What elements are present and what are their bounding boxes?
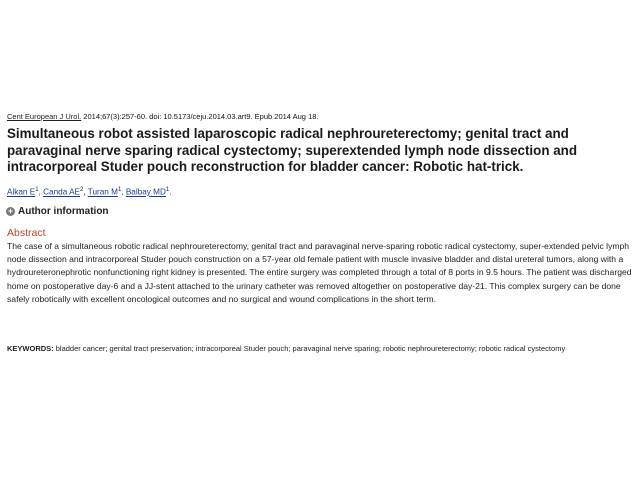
author-link[interactable]: Canda AE <box>43 187 80 197</box>
author-affiliation: 1 <box>35 187 39 193</box>
author-affiliation: 2 <box>80 187 84 193</box>
author-link[interactable]: Balbay MD <box>125 187 166 197</box>
author-link[interactable]: Alkan E <box>7 187 36 197</box>
author-information-label: Author information <box>18 206 109 217</box>
author-list: Alkan $E^1$, Canda $AE^2$, Turan $M^1$, Balbay $MD^1$. <box>7 187 172 197</box>
article-title: Simultaneous robot assisted laparoscopic radical nephroureterectomy; genital tract and paravaginal nerve sparing radical cystectomy; superextended lymph node dissection and intracorporeal Studer pouch reconstruction for bladder cancer: Robotic hat-trick. <box>7 126 578 174</box>
author-link[interactable]: Turan M <box>87 187 118 197</box>
keywords <box>7 344 632 355</box>
journal-link[interactable]: Cent European J Urol. <box>7 112 82 121</box>
author-affiliation: 1 <box>117 187 122 193</box>
abstract-heading: Abstract <box>7 227 46 239</box>
plus-circle-icon: + <box>7 206 14 216</box>
keywords-text: bladder cancer; genital tract preservation; intracorporeal Studer pouch; paravaginal nerve sparing; robotic nephroureterectomy; robotic radical cystectomy <box>53 344 566 353</box>
citation-details: 2014;67(3):257-60. doi: 10.5173/ceju.2014.03.art9. Epub 2014 Aug 18. <box>81 112 319 121</box>
keywords-label: KEYWORDS: <box>7 344 54 353</box>
author-information-toggle[interactable] <box>6 206 109 217</box>
abstract-text: The case of a simultaneous robotic radical nephroureterectomy, genital tract and paravaginal nerve-sparing robotic radical cystectomy, super-extended pelvic lymph node dissection and intracorporeal Studer pouch construction on a 57-year old female patient with muscle invasive bladder and distal ureteral tumors, along with a hydroureteronephrotic nonfunctioning right kidney is presented. The entire surgery was completed through a total of 8 ports in 9.5 hours. The patient was discharged home on postoperative day-6 and a JJ-stent attached to the urinary catheter was removed altogether on postoperative day-21. This complex surgery can be done safely robotically with excellent oncological outcomes and no surgical and wound complications in the short term. <box>7 241 632 304</box>
citation <box>7 112 319 121</box>
author-affiliation: 1 <box>165 187 170 193</box>
